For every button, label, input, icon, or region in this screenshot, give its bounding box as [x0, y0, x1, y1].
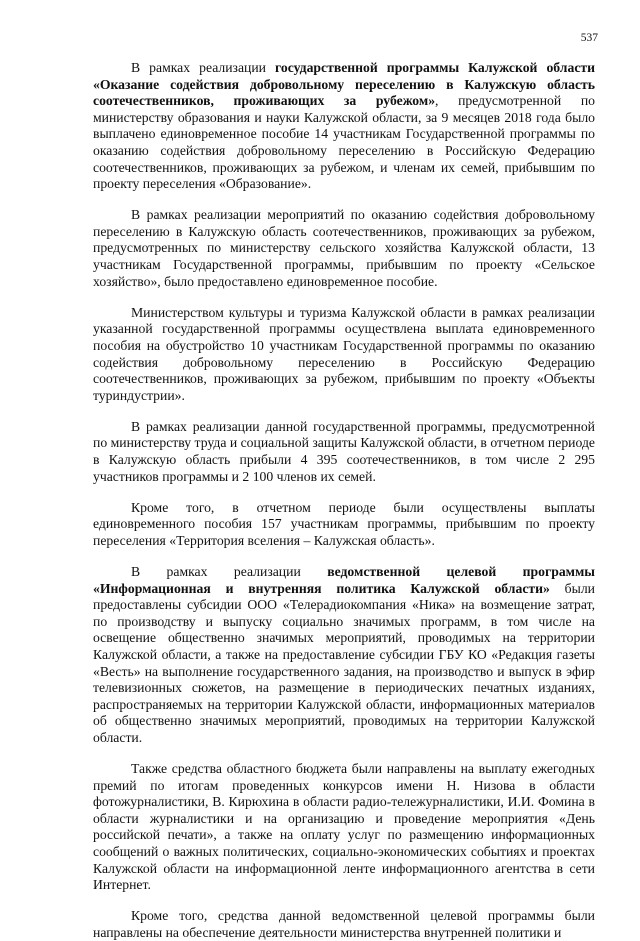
paragraph-resettlement-labor [93, 419, 595, 485]
document-body [93, 60, 595, 941]
program-name-bold: ведомственной целевой программы «Информационная и внутренняя политика Калужской области» [93, 563, 595, 596]
paragraph-text: Кроме того, в отчетном периоде были осуществлены выплаты единовременного пособия 157 участникам программы, прибывшим по проекту переселения «Территория вселения – Калужская область». [93, 499, 595, 548]
paragraph-resettlement-education [93, 60, 595, 193]
paragraph-text: В рамках реализации [131, 60, 276, 75]
paragraph-text: Министерством культуры и туризма Калужской области в рамках реализации указанной государственной программы осуществлена выплата единовременного пособия на обустройство 10 участникам Государственной программы по оказанию содействия добровольному переселению в Российскую Федерацию соотечественников, проживающих за рубежом, прибывшим по проекту «Объекты туриндустрии». [93, 304, 595, 403]
paragraph-text: Также средства областного бюджета были направлены на выплату ежегодных премий по итогам проведенных конкурсов имени Н. Низова в области фотожурналистики, В. Кирюхина в области радио-тележурналистики, И.И. Фомина в области журналистики и на организацию и проведение мероприятия «День российской печати», а также на оплату услуг по размещению информационных сообщений о важных политических, социально-экономических событиях и проектах Калужской области на информационной ленте информационного агентства в сети Интернет. [93, 760, 595, 893]
paragraph-resettlement-agriculture [93, 207, 595, 290]
paragraph-text: , предусмотренной по министерству образования и науки Калужской области, за 9 месяцев 2018 года было выплачено единовременное пособие 14 участникам Государственной программы по оказанию содействия добровольному переселению в Российскую Федерацию соотечественников, проживающих за рубежом, и членам их семей, прибывшим по проекту переселения «Образование». [93, 93, 595, 192]
paragraph-text: В рамках реализации [131, 563, 328, 579]
paragraph-resettlement-payments [93, 500, 595, 550]
paragraph-information-policy [93, 564, 595, 747]
program-name-bold: государственной программы Калужской области «Оказание содействия добровольному переселению в Калужскую область соотечественников, проживающих за рубежом» [93, 60, 595, 109]
paragraph-resettlement-tourism [93, 305, 595, 405]
paragraph-text: Кроме того, средства данной ведомственной целевой программы были направлены на обеспечение деятельности министерства внутренней политики и [93, 908, 595, 940]
paragraph-journalism-awards [93, 761, 595, 894]
paragraph-text: В рамках реализации данной государственной программы, предусмотренной по министерству труда и социальной защиты Калужской области, в отчетном периоде в Калужскую область прибыли 4 395 соотечественников, в том числе 2 295 участников программы и 2 100 членов их семей. [93, 418, 595, 484]
page-number: 537 [580, 32, 598, 44]
paragraph-text: В рамках реализации мероприятий по оказанию содействия добровольному переселению в Калужскую область соотечественников, проживающих за рубежом, предусмотренных по министерству сельского хозяйства Калужской области, 13 участникам Государственной программы, прибывшим по проекту «Сельское хозяйство», было предоставлено единовременное пособие. [93, 207, 595, 289]
paragraph-text: были предоставлены субсидии ООО «Телерадиокомпания «Ника» на возмещение затрат, по производству и выпуску социально значимых программ, в том числе на освещение общественно значимых мероприятий, проводимых на территории Калужской области, а также на предоставление субсидии ГБУ КО «Редакция газеты «Весть» на выполнение государственного задания, на производство и выпуск в эфир телевизионных сюжетов, на размещение в периодических печатных изданиях, распространяемых на территории Калужской области, информационных материалов об общественно значимых мероприятий, проводимых на территории Калужской области. [93, 580, 595, 745]
paragraph-ministry-support [93, 908, 595, 941]
